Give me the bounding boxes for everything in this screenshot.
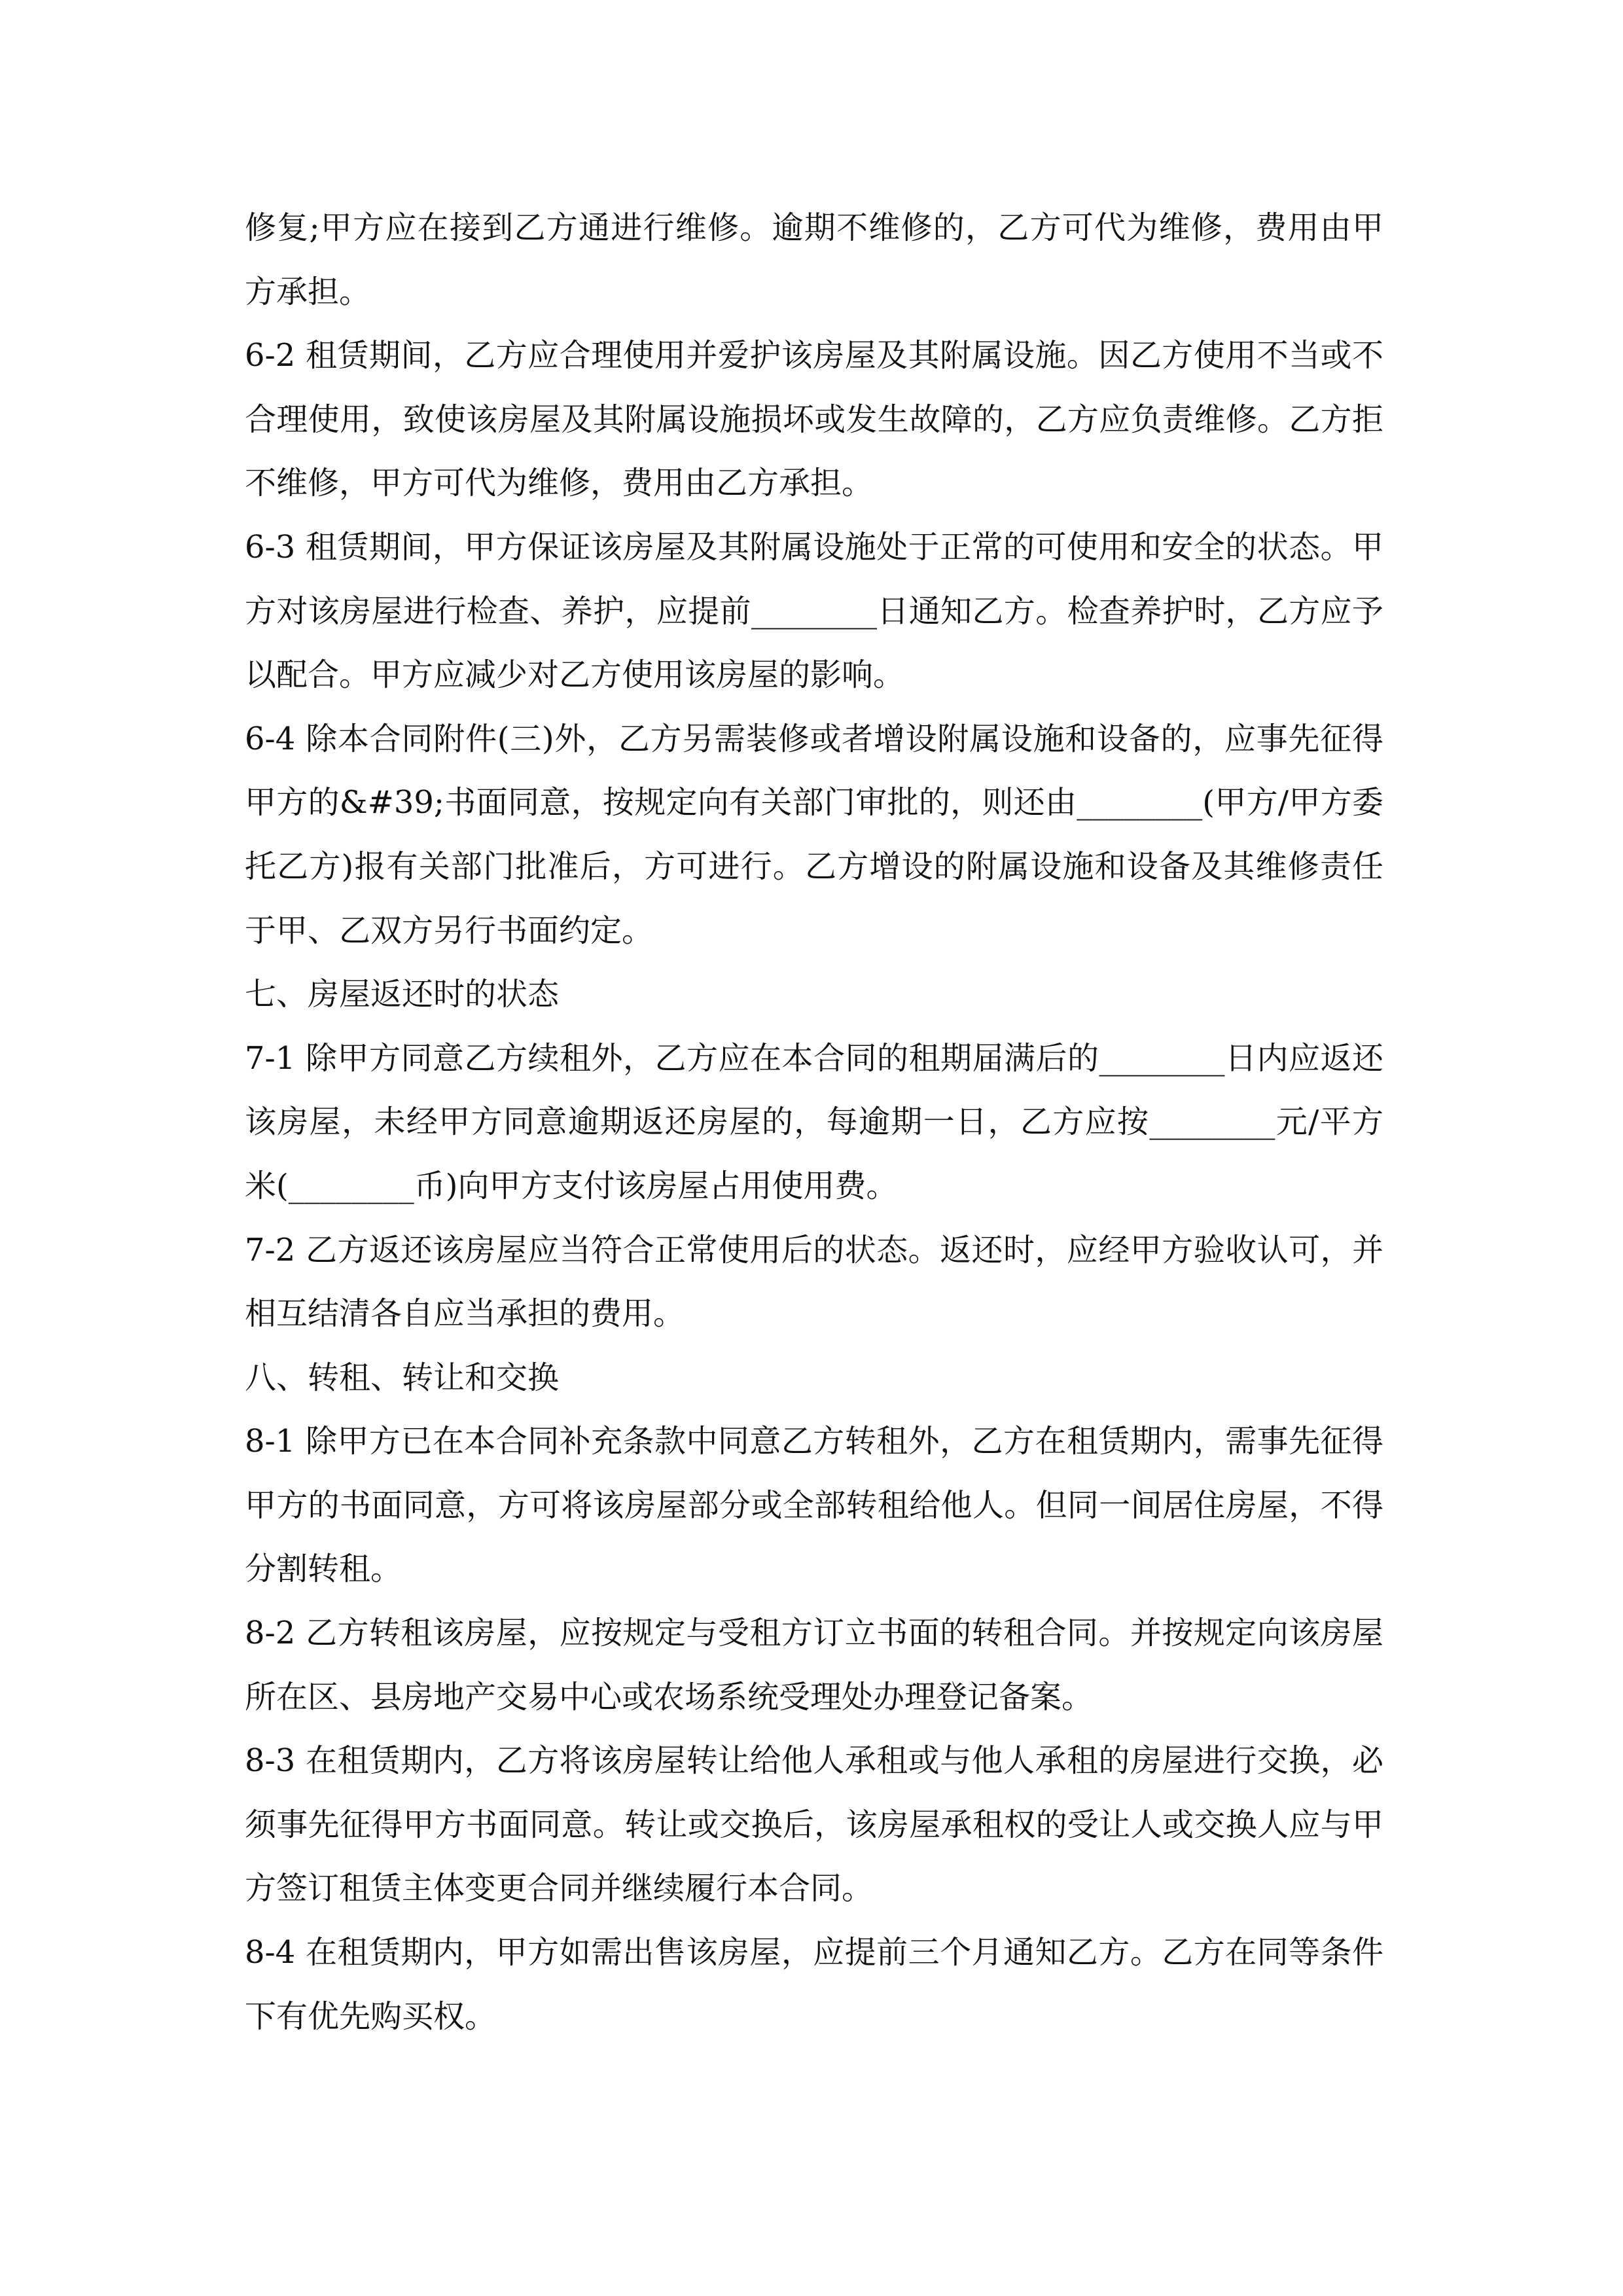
section-heading-8: 八、转租、转让和交换 [245,1359,560,1396]
paragraph-repair-continued: 修复;甲方应在接到乙方通进行维修。逾期不维修的，乙方可代为维修，费用由甲方承担。 [245,209,1383,310]
clause-6-3: 6-3 租赁期间，甲方保证该房屋及其附属设施处于正常的可使用和安全的状态。甲方对该房屋进行检查、养护，应提前________日通知乙方。检查养护时，乙方应予以配合。甲方应减少对乙方使用该房屋的影响。 [245,528,1383,694]
clause-6-4: 6-4 除本合同附件(三)外，乙方另需装修或者增设附属设施和设备的，应事先征得甲方的&#39;书面同意，按规定向有关部门审批的，则还由________(甲方/甲方委托乙方)报有关部门批准后，方可进行。乙方增设的附属设施和设备及其维修责任于甲、乙双方另行书面约定。 [245,720,1383,949]
clause-8-4: 8-4 在租赁期内，甲方如需出售该房屋，应提前三个月通知乙方。乙方在同等条件下有优先购买权。 [245,1934,1383,2035]
document-body [245,196,1383,2049]
clause-6-2: 6-2 租赁期间，乙方应合理使用并爱护该房屋及其附属设施。因乙方使用不当或不合理使用，致使该房屋及其附属设施损坏或发生故障的，乙方应负责维修。乙方拒不维修，甲方可代为维修，费用由乙方承担。 [245,337,1383,502]
clause-8-1: 8-1 除甲方已在本合同补充条款中同意乙方转租外，乙方在租赁期内，需事先征得甲方的书面同意，方可将该房屋部分或全部转租给他人。但同一间居住房屋，不得分割转租。 [245,1423,1383,1588]
clause-8-3: 8-3 在租赁期内，乙方将该房屋转让给他人承租或与他人承租的房屋进行交换，必须事先征得甲方书面同意。转让或交换后，该房屋承租权的受让人或交换人应与甲方签订租赁主体变更合同并继续履行本合同。 [245,1742,1383,1907]
section-heading-7: 七、房屋返还时的状态 [245,976,560,1013]
clause-8-2: 8-2 乙方转租该房屋，应按规定与受租方订立书面的转租合同。并按规定向该房屋所在区、县房地产交易中心或农场系统受理处办理登记备案。 [245,1615,1383,1715]
clause-7-1: 7-1 除甲方同意乙方续租外，乙方应在本合同的租期届满后的________日内应返还该房屋，未经甲方同意逾期返还房屋的，每逾期一日，乙方应按________元/平方米(________币)向甲方支付该房屋占用使用费。 [245,1039,1383,1204]
clause-7-2: 7-2 乙方返还该房屋应当符合正常使用后的状态。返还时，应经甲方验收认可，并相互结清各自应当承担的费用。 [245,1231,1383,1333]
